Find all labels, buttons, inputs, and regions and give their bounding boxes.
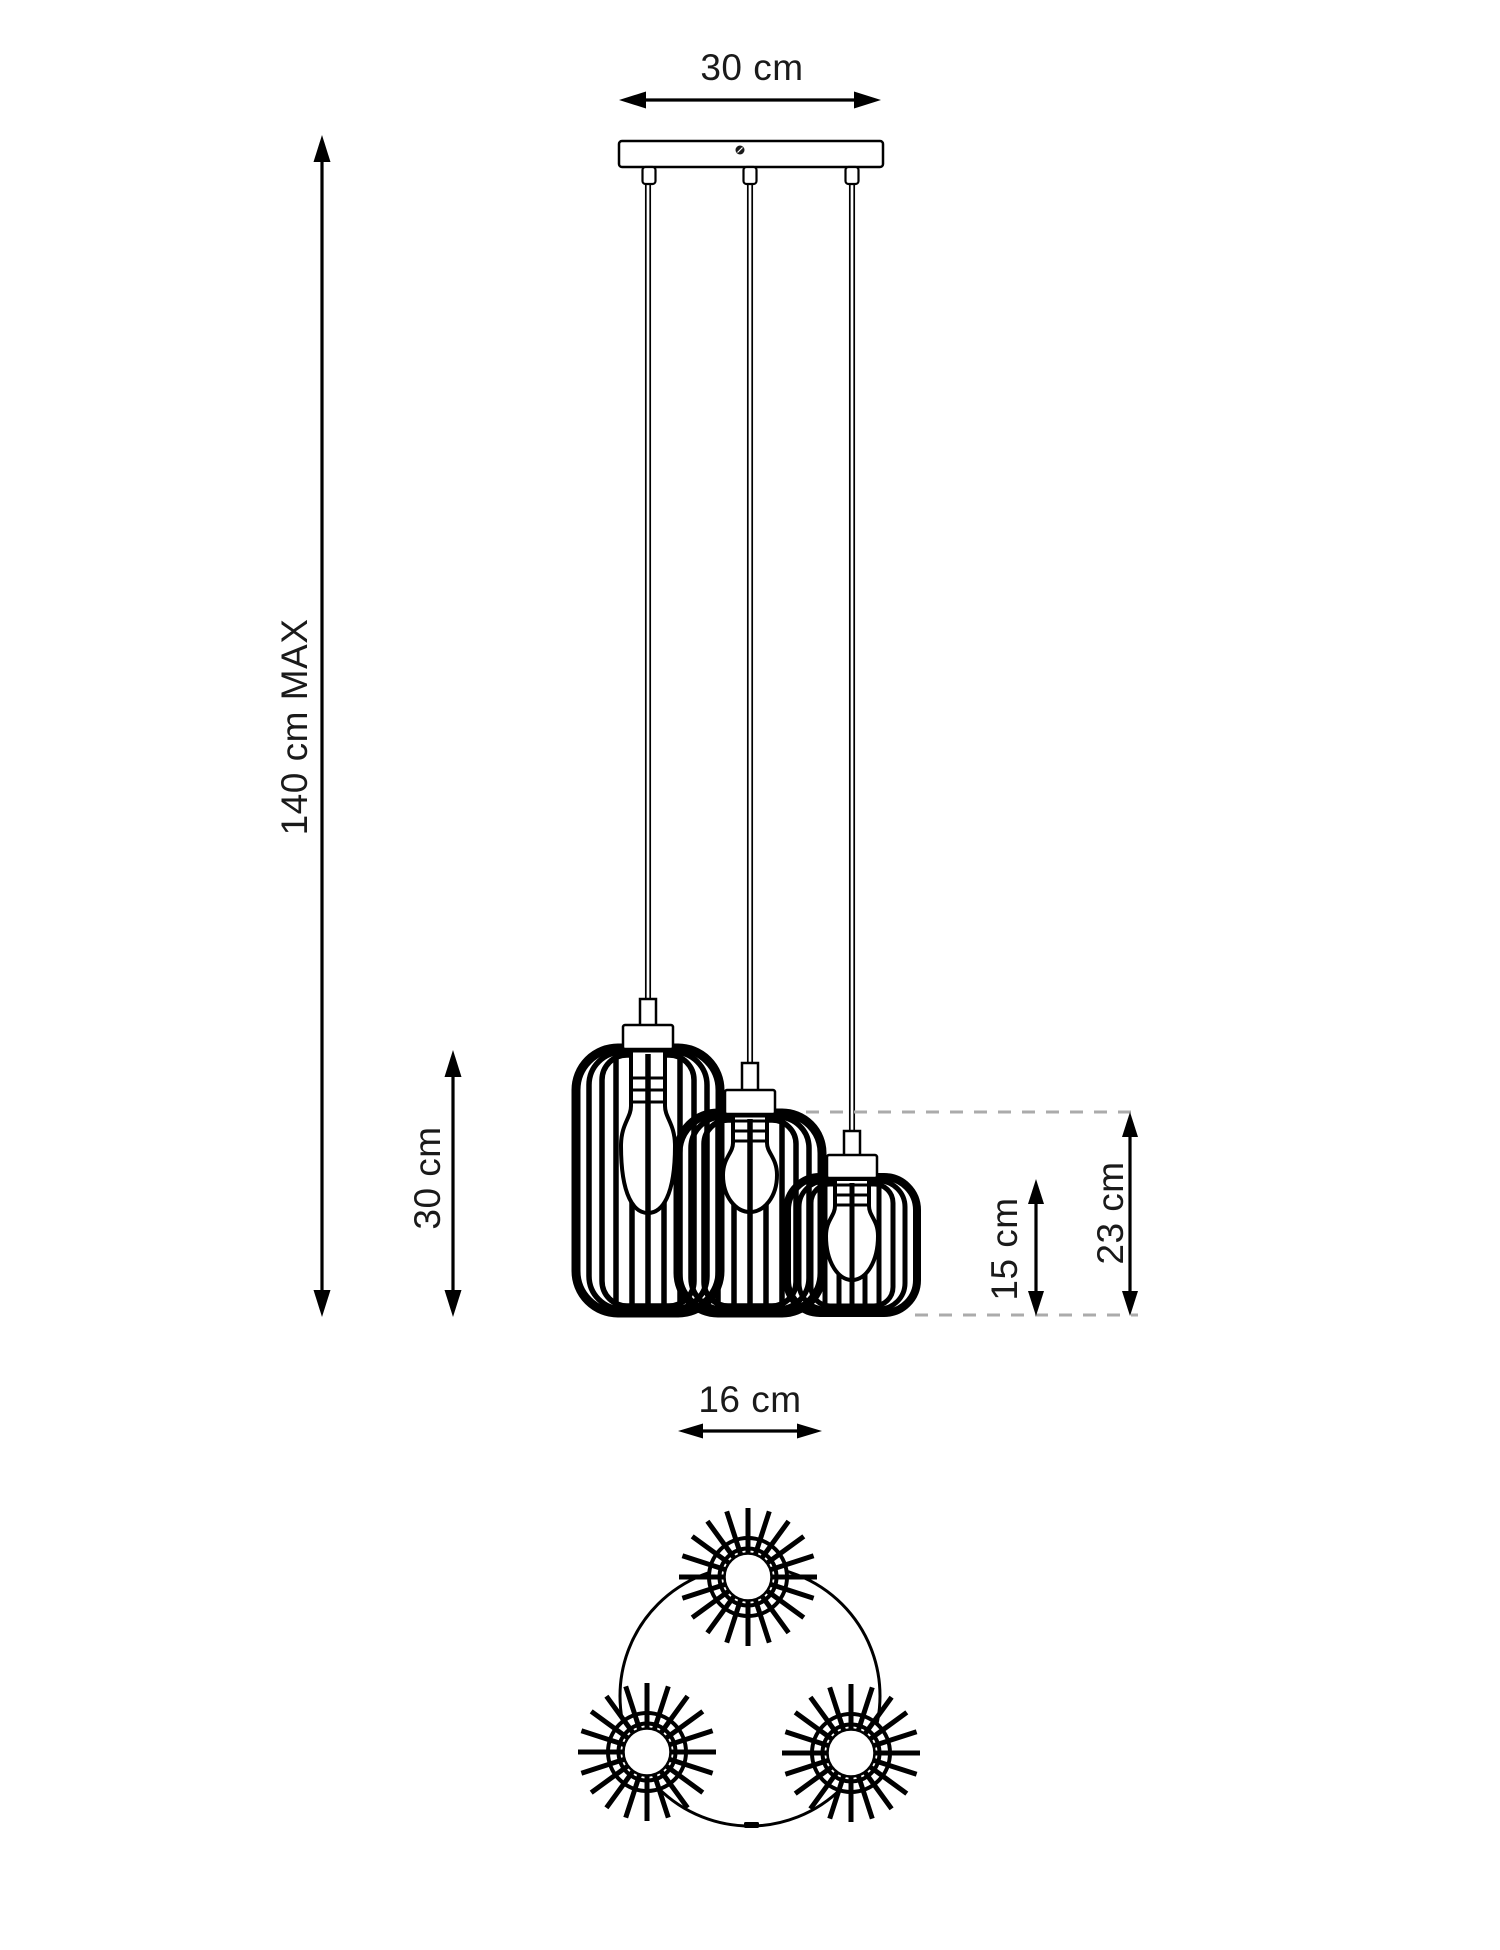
arrow-up-icon <box>1028 1179 1044 1204</box>
dimension-shade-diameter <box>678 1379 822 1439</box>
arrow-left-icon <box>619 92 646 109</box>
sunburst-shade-top <box>679 1508 817 1646</box>
socket-cap <box>827 1155 877 1178</box>
dimension-max-drop <box>274 135 331 1317</box>
arrow-down-icon <box>1028 1291 1044 1316</box>
arrow-right-icon <box>854 92 881 109</box>
socket-cap <box>725 1090 775 1114</box>
dimension-small-shade-height <box>984 1179 1044 1316</box>
arrow-up-icon <box>445 1050 462 1077</box>
top-view-mount-tab <box>744 1822 759 1828</box>
stem <box>742 1063 758 1091</box>
dimension-small-pendant-height <box>1090 1112 1138 1316</box>
shade-diameter-label: 16 cm <box>698 1379 802 1420</box>
stem <box>640 999 656 1027</box>
cord-grip-middle <box>744 167 757 184</box>
max-drop-label: 140 cm MAX <box>274 618 315 836</box>
cord-middle <box>748 184 752 1064</box>
arrow-down-icon <box>1122 1291 1138 1316</box>
arrow-left-icon <box>678 1424 703 1439</box>
arrow-up-icon <box>1122 1112 1138 1137</box>
stem <box>844 1131 860 1156</box>
large-shade-height-label: 30 cm <box>407 1126 448 1230</box>
pendant-large <box>576 999 720 1313</box>
cord-left <box>646 184 650 1000</box>
ceiling-canopy <box>619 141 883 184</box>
arrow-down-icon <box>314 1290 331 1317</box>
small-shade-height-label: 15 cm <box>984 1197 1025 1301</box>
dimension-large-shade-height <box>407 1050 462 1317</box>
sunburst-shade-left <box>578 1683 716 1821</box>
arrow-up-icon <box>314 135 331 162</box>
canopy-plate <box>619 141 883 167</box>
arrow-down-icon <box>445 1290 462 1317</box>
small-pendant-height-label: 23 cm <box>1090 1161 1131 1265</box>
dimension-canopy-width <box>619 47 881 109</box>
cord-grip-left <box>643 167 656 184</box>
arrow-right-icon <box>797 1424 822 1439</box>
top-view <box>578 1508 920 1828</box>
socket-cap <box>623 1025 673 1049</box>
cord-right <box>850 184 854 1132</box>
sunburst-shade-right <box>782 1684 920 1822</box>
suspension-cords <box>646 184 854 1132</box>
canopy-width-label: 30 cm <box>700 47 804 88</box>
cord-grip-right <box>846 167 859 184</box>
